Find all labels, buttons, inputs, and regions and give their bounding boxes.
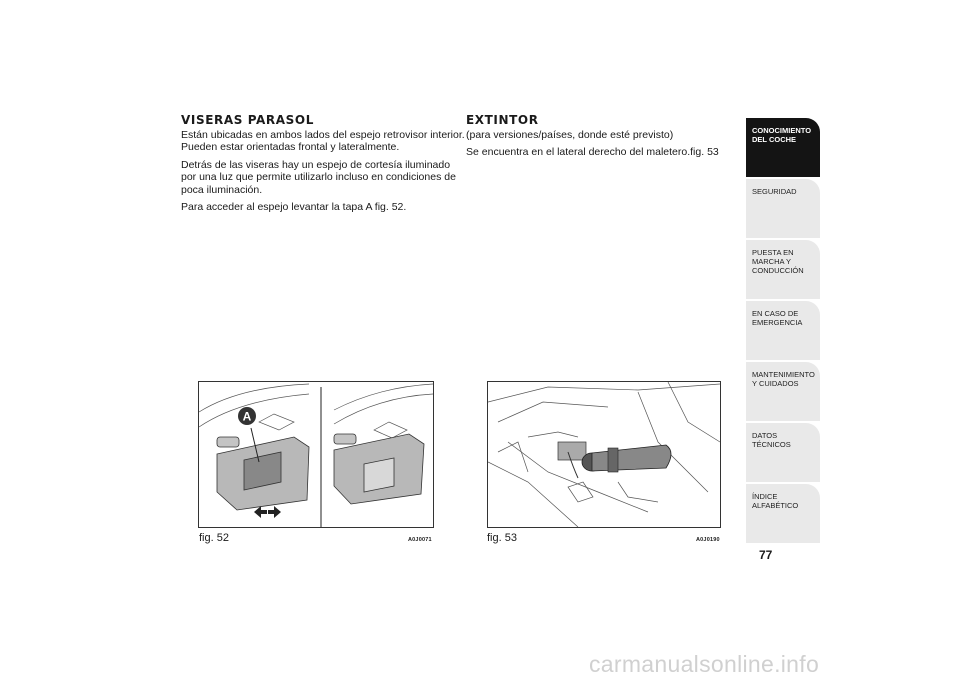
tab-seguridad[interactable]: SEGURIDAD bbox=[746, 179, 820, 238]
paragraph: (para versiones/países, donde esté previsto) bbox=[466, 128, 674, 141]
watermark: carmanualsonline.info bbox=[589, 651, 820, 677]
column-extinguisher bbox=[466, 114, 746, 164]
column-visors bbox=[181, 114, 466, 219]
marker-a: A bbox=[242, 409, 252, 424]
tab-mantenimiento[interactable]: MANTENIMIENTO Y CUIDADOS bbox=[746, 362, 820, 421]
tab-datos-tecnicos[interactable]: DATOS TÉCNICOS bbox=[746, 423, 820, 482]
section-heading-visors: VISERAS PARASOL bbox=[181, 113, 314, 127]
tab-en-caso-de-emergencia[interactable]: EN CASO DE EMERGENCIA bbox=[746, 301, 820, 360]
extinguisher-illustration bbox=[488, 382, 720, 527]
tab-indice-alfabetico[interactable]: ÍNDICE ALFABÉTICO bbox=[746, 484, 820, 543]
paragraph: Se encuentra en el lateral derecho del maletero.fig. 53 bbox=[466, 146, 719, 158]
section-heading-extinguisher: EXTINTOR bbox=[466, 113, 539, 127]
figure-code-52: A0J0071 bbox=[408, 537, 432, 543]
figure-code-53: A0J0190 bbox=[696, 537, 720, 543]
chapter-sidebar bbox=[746, 118, 820, 545]
paragraph: Están ubicadas en ambos lados del espejo retrovisor interior. Pueden estar orientadas frontal y lateralmente. bbox=[181, 128, 465, 153]
page-number: 77 bbox=[759, 548, 773, 562]
tab-puesta-en-marcha[interactable]: PUESTA EN MARCHA Y CONDUCCIÓN bbox=[746, 240, 820, 299]
figure-extinguisher bbox=[487, 381, 721, 528]
tab-conocimiento-del-coche[interactable]: CONOCIMIENTO DEL COCHE bbox=[746, 118, 820, 177]
sun-visor-illustration bbox=[199, 382, 433, 527]
paragraph: Para acceder al espejo levantar la tapa A fig. 52. bbox=[181, 201, 407, 213]
paragraph: Detrás de las viseras hay un espejo de cortesía iluminado por una luz que permite utilizarlo incluso en condiciones de poca iluminación. bbox=[181, 158, 456, 196]
figure-caption-53: fig. 53 bbox=[487, 532, 517, 544]
figure-sun-visor bbox=[198, 381, 434, 528]
figure-caption-52: fig. 52 bbox=[199, 532, 229, 544]
